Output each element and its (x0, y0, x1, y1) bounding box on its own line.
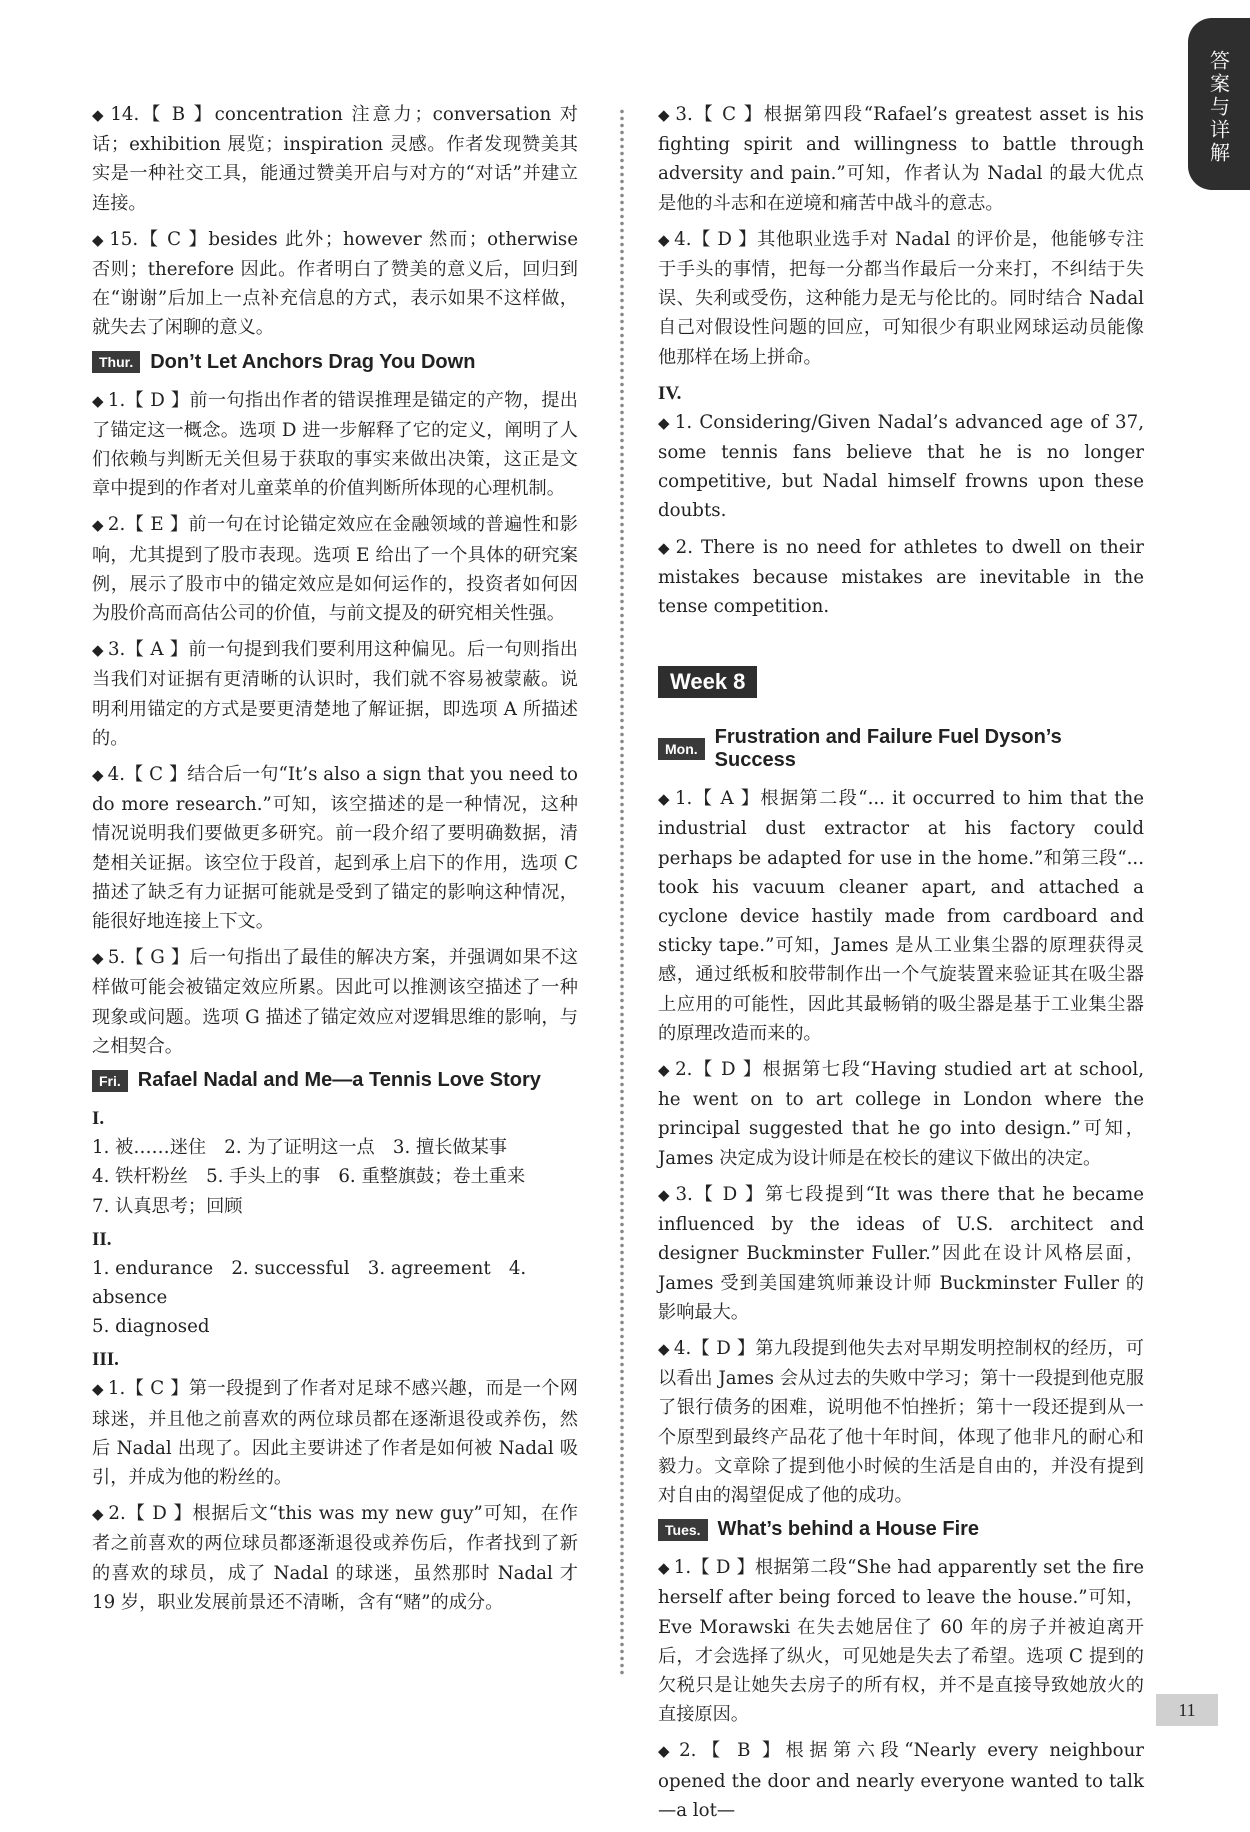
mon-answer-2: ◆ 2.【 D 】根据第七段“Having studied art at school, he went on to art college in London where the principal suggested that he go into design.”可知，James 决定成为设计师是在校长的建议下做出的决定。 (658, 1059, 1144, 1169)
diamond-icon: ◆ (658, 1559, 670, 1578)
diamond-icon: ◆ (92, 1505, 105, 1524)
week-badge: Week 8 (658, 666, 757, 698)
mon-answer-3: ◆ 3.【 D 】第七段提到“It was there that he became influenced by the ideas of U.S. architect and designer Buckminster Fuller.”因此在设计风格层面，James 受到美国建筑师兼设计师 Buckminster Fuller 的影响最大。 (658, 1183, 1144, 1323)
diamond-icon: ◆ (658, 1339, 670, 1358)
diamond-icon: ◆ (658, 413, 671, 432)
section-header-mon (658, 726, 1144, 772)
word-form-line: 1. endurance 2. successful 3. agreement 4. absence (92, 1257, 527, 1308)
fri-answer-3: ◆ 3.【 C 】根据第四段“Rafael’s greatest asset is his fighting spirit and willingness to battle through adversity and pain.”可知，作者认为 Nadal 的最大优点是他的斗志和在逆境和痛苦中战斗的意志。 (658, 104, 1144, 214)
diamond-icon: ◆ (658, 1061, 672, 1080)
diamond-icon: ◆ (658, 106, 672, 124)
vocab-line: 1. 被……迷住 2. 为了证明这一点 3. 擅长做某事 (92, 1137, 507, 1159)
thur-answer-1: ◆ 1.【 D 】前一句指出作者的错误推理是锚定的产物，提出了锚定这一概念。选项 D 进一步解释了它的定义，阐明了人们依赖与判断无关但易于获取的事实来做出决策，这正是文章中提到的作者对儿童菜单的价值判断所体现的心理机制。 (92, 389, 578, 500)
fri-answer-4: ◆ 4.【 D 】其他职业选手对 Nadal 的评价是，他能够专注于手头的事情，把每一分都当作最后一分来打，不纠结于失误、失利或受伤，这种能力是无与伦比的。同时结合 Nadal 自己对假设性问题的回应，可知很少有职业网球运动员能像他那样在场上拼命。 (658, 228, 1144, 368)
section-title: What’s behind a House Fire (717, 1518, 980, 1541)
part-heading: I. (92, 1108, 105, 1130)
page-number: 11 (1156, 1694, 1218, 1726)
answer-14: ◆ 14.【 B 】concentration 注意力；conversation 对话；exhibition 展览；inspiration 灵感。作者发现赞美其实是一种社交工具，能通过赞美开启与对方的“对话”并建立连接。 (92, 104, 578, 214)
diamond-icon: ◆ (658, 1742, 676, 1761)
left-column (92, 100, 578, 1624)
diamond-icon: ◆ (658, 538, 672, 557)
day-badge: Tues. (658, 1519, 708, 1541)
column-divider (616, 108, 628, 1676)
diamond-icon: ◆ (658, 1185, 672, 1204)
part-heading: III. (92, 1349, 119, 1371)
mon-answer-4: ◆ 4.【 D 】第九段提到他失去对早期发明控制权的经历，可以看出 James 会从过去的失败中学习；第十一段提到他克服了银行债务的困难，说明他不怕挫折；第十一段还提到从一个原型到最终产品花了他十年时间，体现了他非凡的耐心和毅力。文章除了提到他小时候的生活是自由的，并没有提到对自由的渴望促成了他的成功。 (658, 1337, 1144, 1506)
fri-answer-1: ◆ 1.【 C 】第一段提到了作者对足球不感兴趣，而是一个网球迷，并且他之前喜欢的两位球员都在逐渐退役或养伤，然后 Nadal 出现了。因此主要讲述了作者是如何被 Nadal 吸引，并成为他的粉丝的。 (92, 1378, 578, 1488)
side-tab (1188, 18, 1250, 190)
part-heading: II. (92, 1228, 112, 1250)
vocab-line: 4. 铁杆粉丝 5. 手头上的事 6. 重整旗鼓；卷土重来 (92, 1166, 526, 1188)
translation-2: ◆ 2. There is no need for athletes to dwell on their mistakes because mistakes are inevitable in the tense competition. (658, 536, 1144, 618)
diamond-icon: ◆ (92, 516, 104, 535)
section-title: Frustration and Failure Fuel Dyson’s Success (714, 726, 1062, 772)
diamond-icon: ◆ (92, 391, 104, 410)
thur-answer-4: ◆ 4.【 C 】结合后一句“It’s also a sign that you need to do more research.”可知，该空描述的是一种情况，这种情况说明我们要做更多研究。前一段介绍了要明确数据，清楚相关证据。该空位于段首，起到承上启下的作用，选项 C 描述了缺乏有力证据可能就是受到了锚定的影响这种情况，能很好地连接上下文。 (92, 764, 578, 933)
diamond-icon: ◆ (658, 790, 671, 809)
diamond-icon: ◆ (92, 106, 107, 124)
side-tab-label: 答案与详解 (1206, 50, 1231, 165)
thur-answer-3: ◆ 3.【 A 】前一句提到我们要利用这种偏见。后一句则指出当我们对证据有更清晰的认识时，我们就不容易被蒙蔽。说明利用锚定的方式是要更清楚地了解证据，即选项 A 所描述的。 (92, 639, 578, 749)
translation-1: ◆ 1. Considering/Given Nadal’s advanced age of 37, some tennis fans believe that he is no longer competitive, but Nadal himself frowns upon these doubts. (658, 411, 1144, 522)
day-badge: Fri. (92, 1070, 128, 1092)
section-header-fri (92, 1069, 578, 1092)
diamond-icon: ◆ (92, 949, 104, 968)
diamond-icon: ◆ (92, 1380, 104, 1399)
diamond-icon: ◆ (92, 230, 106, 249)
answer-15: ◆ 15.【 C 】besides 此外；however 然而；otherwise 否则；therefore 因此。作者明白了赞美的意义后，回归到在“谢谢”后加上一点补充信息的方式，表示如果不这样做，就失去了闲聊的意义。 (92, 228, 578, 339)
thur-answer-2: ◆ 2.【 E 】前一句在讨论锚定效应在金融领域的普遍性和影响，尤其提到了股市表现。选项 E 给出了一个具体的研究案例，展示了股市中的锚定效应是如何运作的，投资者如何因为股价高而高估公司的价值，与前文提及的研究相关性强。 (92, 514, 578, 625)
part-heading: IV. (658, 382, 682, 404)
vocab-line: 7. 认真思考；回顾 (92, 1195, 243, 1217)
right-column (658, 100, 1144, 1832)
mon-answer-1: ◆ 1.【 A 】根据第二段“... it occurred to him that the industrial dust extractor at his factory could perhaps be adapted for use in the home.”和第三段“... took his vacuum cleaner apart, and attached a cyclone device hastily made from cardboard and sticky tape.”可知，James 是从工业集尘器的原理获得灵感，通过纸板和胶带制作出一个气旋装置来验证其在吸尘器上应用的可能性，因此其最畅销的吸尘器是基于工业集尘器的原理改造而来的。 (658, 788, 1144, 1044)
section-header-tues (658, 1518, 1144, 1541)
tues-answer-2: ◆ 2.【 B 】根据第六段“Nearly every neighbour opened the door and nearly everyone wanted to talk—a lot— (658, 1740, 1144, 1821)
fri-answer-2: ◆ 2.【 D 】根据后文“this was my new guy”可知，在作者之前喜欢的两位球员都逐渐退役或养伤后，作者找到了新的喜欢的球员，成了 Nadal 的球迷，虽然那时 Nadal 才 19 岁，职业发展前景还不清晰，含有“赌”的成分。 (92, 1503, 578, 1613)
section-title: Rafael Nadal and Me—a Tennis Love Story (137, 1069, 541, 1092)
word-form-line: 5. diagnosed (92, 1316, 210, 1338)
diamond-icon: ◆ (92, 766, 104, 785)
diamond-icon: ◆ (658, 230, 671, 249)
day-badge: Thur. (92, 351, 140, 373)
thur-answer-5: ◆ 5.【 G 】后一句指出了最佳的解决方案，并强调如果不这样做可能会被锚定效应所累。因此可以推测该空描述了一种现象或问题。选项 G 描述了锚定效应对逻辑思维的影响，与之相契合。 (92, 947, 578, 1057)
day-badge: Mon. (658, 738, 705, 760)
diamond-icon: ◆ (92, 641, 104, 660)
section-header-thur (92, 351, 578, 374)
section-title: Don’t Let Anchors Drag You Down (150, 350, 476, 373)
tues-answer-1: ◆ 1.【 D 】根据第二段“She had apparently set the fire herself after being forced to leave the house.”可知，Eve Morawski 在失去她居住了 60 年的房子并被迫离开后，才会选择了纵火，可见她是失去了希望。选项 C 提到的欠税只是让她失去房子的所有权，并不是直接导致她放火的直接原因。 (658, 1557, 1144, 1726)
